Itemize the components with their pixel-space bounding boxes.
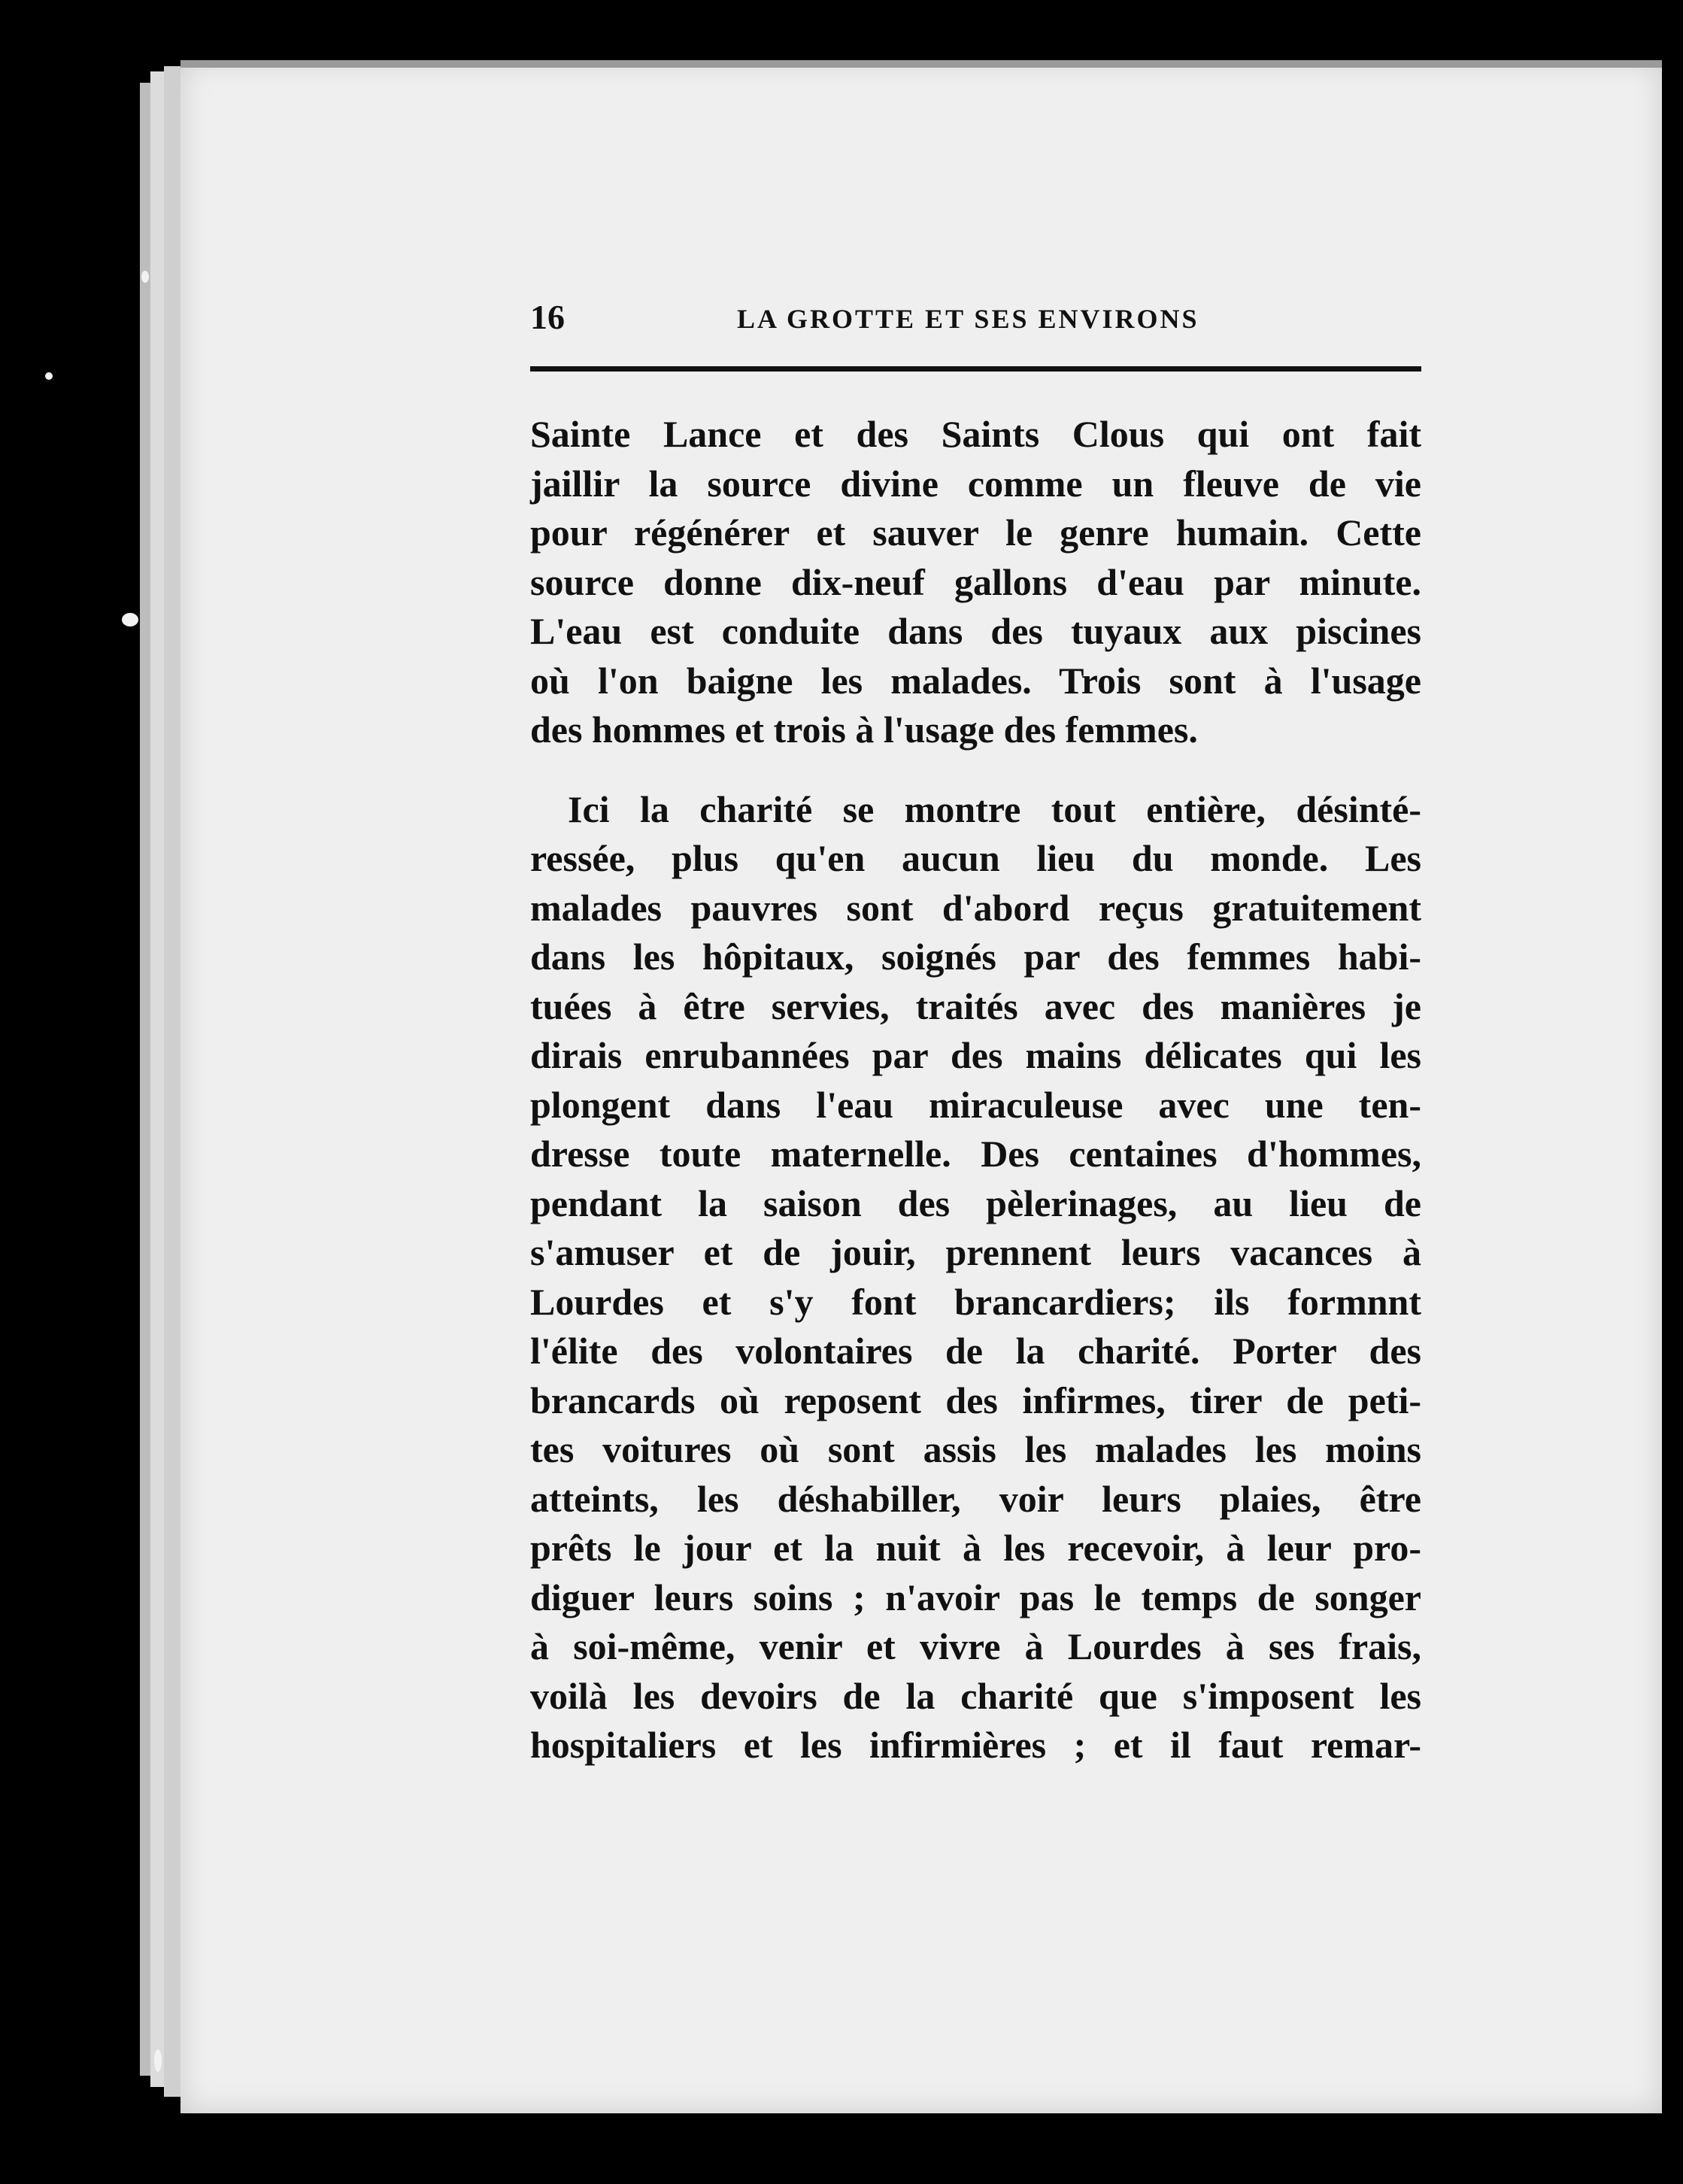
text-line: plongent dans l'eau miraculeuse avec une ten- [530, 1083, 1421, 1126]
text-line: atteints, les déshabiller, voir leurs plaies, être [530, 1477, 1421, 1520]
text-line: pour régénérer et sauver le genre humain. Cette [530, 511, 1421, 554]
text-line: tuées à être servies, traités avec des manières je [530, 984, 1421, 1027]
text-line: malades pauvres sont d'abord reçus gratuitement [530, 886, 1421, 929]
scan-speck [122, 613, 138, 626]
text-line: source donne dix-neuf gallons d'eau par minute. [530, 560, 1421, 603]
text-line: pendant la saison des pèlerinages, au lieu de [530, 1181, 1421, 1224]
text-line: jaillir la source divine comme un fleuve de vie [530, 462, 1421, 505]
text-line: Ici la charité se montre tout entière, désinté- [568, 787, 1421, 830]
scan-speck [45, 372, 53, 380]
paragraph [530, 410, 1421, 755]
text-line: où l'on baigne les malades. Trois sont à l'usage [530, 659, 1421, 702]
text-line: l'élite des volontaires de la charité. Porter des [530, 1330, 1421, 1372]
text-line: prêts le jour et la nuit à les recevoir, à leur pro- [530, 1527, 1421, 1569]
scan-speck [141, 271, 149, 283]
paragraph-gap [530, 755, 1421, 785]
text-line: hospitaliers et les infirmières ; et il faut remar- [530, 1724, 1421, 1766]
text-line: diguer leurs soins ; n'avoir pas le temps de songer [530, 1576, 1421, 1618]
text-line: dirais enrubannées par des mains délicates qui les [530, 1034, 1421, 1076]
text-line: brancards où reposent des infirmes, tirer de peti- [530, 1379, 1421, 1421]
page-number: 16 [530, 298, 565, 336]
text-line: dans les hôpitaux, soignés par des femmes habi- [530, 936, 1421, 978]
text-line: s'amuser et de jouir, prennent leurs vacances à [530, 1231, 1421, 1273]
text-line: tes voitures où sont assis les malades les moins [530, 1428, 1421, 1470]
text-line: Lourdes et s'y font brancardiers; ils formnnt [530, 1280, 1421, 1323]
text-line: à soi-même, venir et vivre à Lourdes à ses frais, [530, 1625, 1421, 1667]
text-line: L'eau est conduite dans des tuyaux aux piscines [530, 610, 1421, 652]
page-top-edge [180, 60, 1662, 68]
text-line: voilà les devoirs de la charité que s'imposent les [530, 1674, 1421, 1717]
running-title: LA GROTTE ET SES ENVIRONS [737, 304, 1199, 334]
scan-speck [154, 2049, 162, 2072]
text-line: Sainte Lance et des Saints Clous qui ont fait [530, 413, 1421, 455]
page-header [530, 297, 1421, 350]
text-line: dresse toute maternelle. Des centaines d'hommes, [530, 1133, 1421, 1175]
text-line: ressée, plus qu'en aucun lieu du monde. Les [530, 837, 1421, 879]
header-rule [530, 366, 1421, 372]
paragraph [530, 785, 1421, 1770]
text-line: des hommes et trois à l'usage des femmes. [530, 708, 1198, 751]
page-body [530, 410, 1421, 1770]
